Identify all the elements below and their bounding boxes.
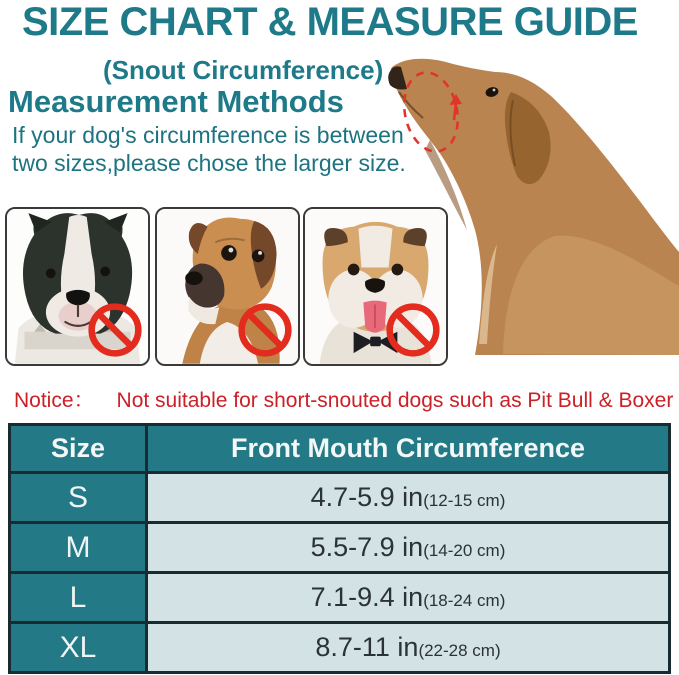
notice-line [14, 384, 673, 414]
cm-value: (14-20 cm) [423, 541, 506, 560]
inches-value: 5.5-7.9 in [310, 532, 424, 562]
inches-value: 7.1-9.4 in [310, 582, 424, 612]
table-row-s [10, 473, 670, 523]
table-header-row [10, 425, 670, 473]
no-symbol-icon [385, 302, 441, 358]
unsuitable-breed-photo-pit-bull [5, 207, 150, 366]
size-cell: L [10, 573, 147, 623]
value-cell [147, 523, 670, 573]
instruction-text [12, 122, 406, 177]
size-cell: M [10, 523, 147, 573]
subtitle-snout-circumference: (Snout Circumference) [103, 55, 384, 85]
notice-label: Notice： [14, 389, 95, 412]
inches-value: 4.7-5.9 in [310, 482, 424, 512]
size-chart-table [8, 423, 671, 674]
inches-value: 8.7-11 in [315, 632, 419, 662]
unsuitable-breed-photo-bulldog [303, 207, 448, 366]
col-header-circumference: Front Mouth Circumference [147, 425, 670, 473]
value-cell [147, 623, 670, 673]
page-title: SIZE CHART & MEASURE GUIDE [22, 0, 638, 44]
no-symbol-icon [87, 302, 143, 358]
table-row-l [10, 573, 670, 623]
notice-text: Not suitable for short-snouted dogs such as Pit Bull & Boxer [116, 389, 674, 412]
table-row-m [10, 523, 670, 573]
cm-value: (22-28 cm) [418, 641, 501, 660]
size-cell: XL [10, 623, 147, 673]
unsuitable-breed-photo-boxer [155, 207, 300, 366]
col-header-size: Size [10, 425, 147, 473]
size-cell: S [10, 473, 147, 523]
instruction-line-1: If your dog's circumference is between [12, 122, 404, 148]
cm-value: (18-24 cm) [423, 591, 506, 610]
measurement-methods-heading: Measurement Methods [8, 84, 344, 119]
cm-value: (12-15 cm) [423, 491, 506, 510]
no-symbol-icon [237, 302, 293, 358]
value-cell [147, 473, 670, 523]
instruction-line-2: two sizes,please chose the larger size. [12, 149, 406, 176]
table-row-xl [10, 623, 670, 673]
value-cell [147, 573, 670, 623]
